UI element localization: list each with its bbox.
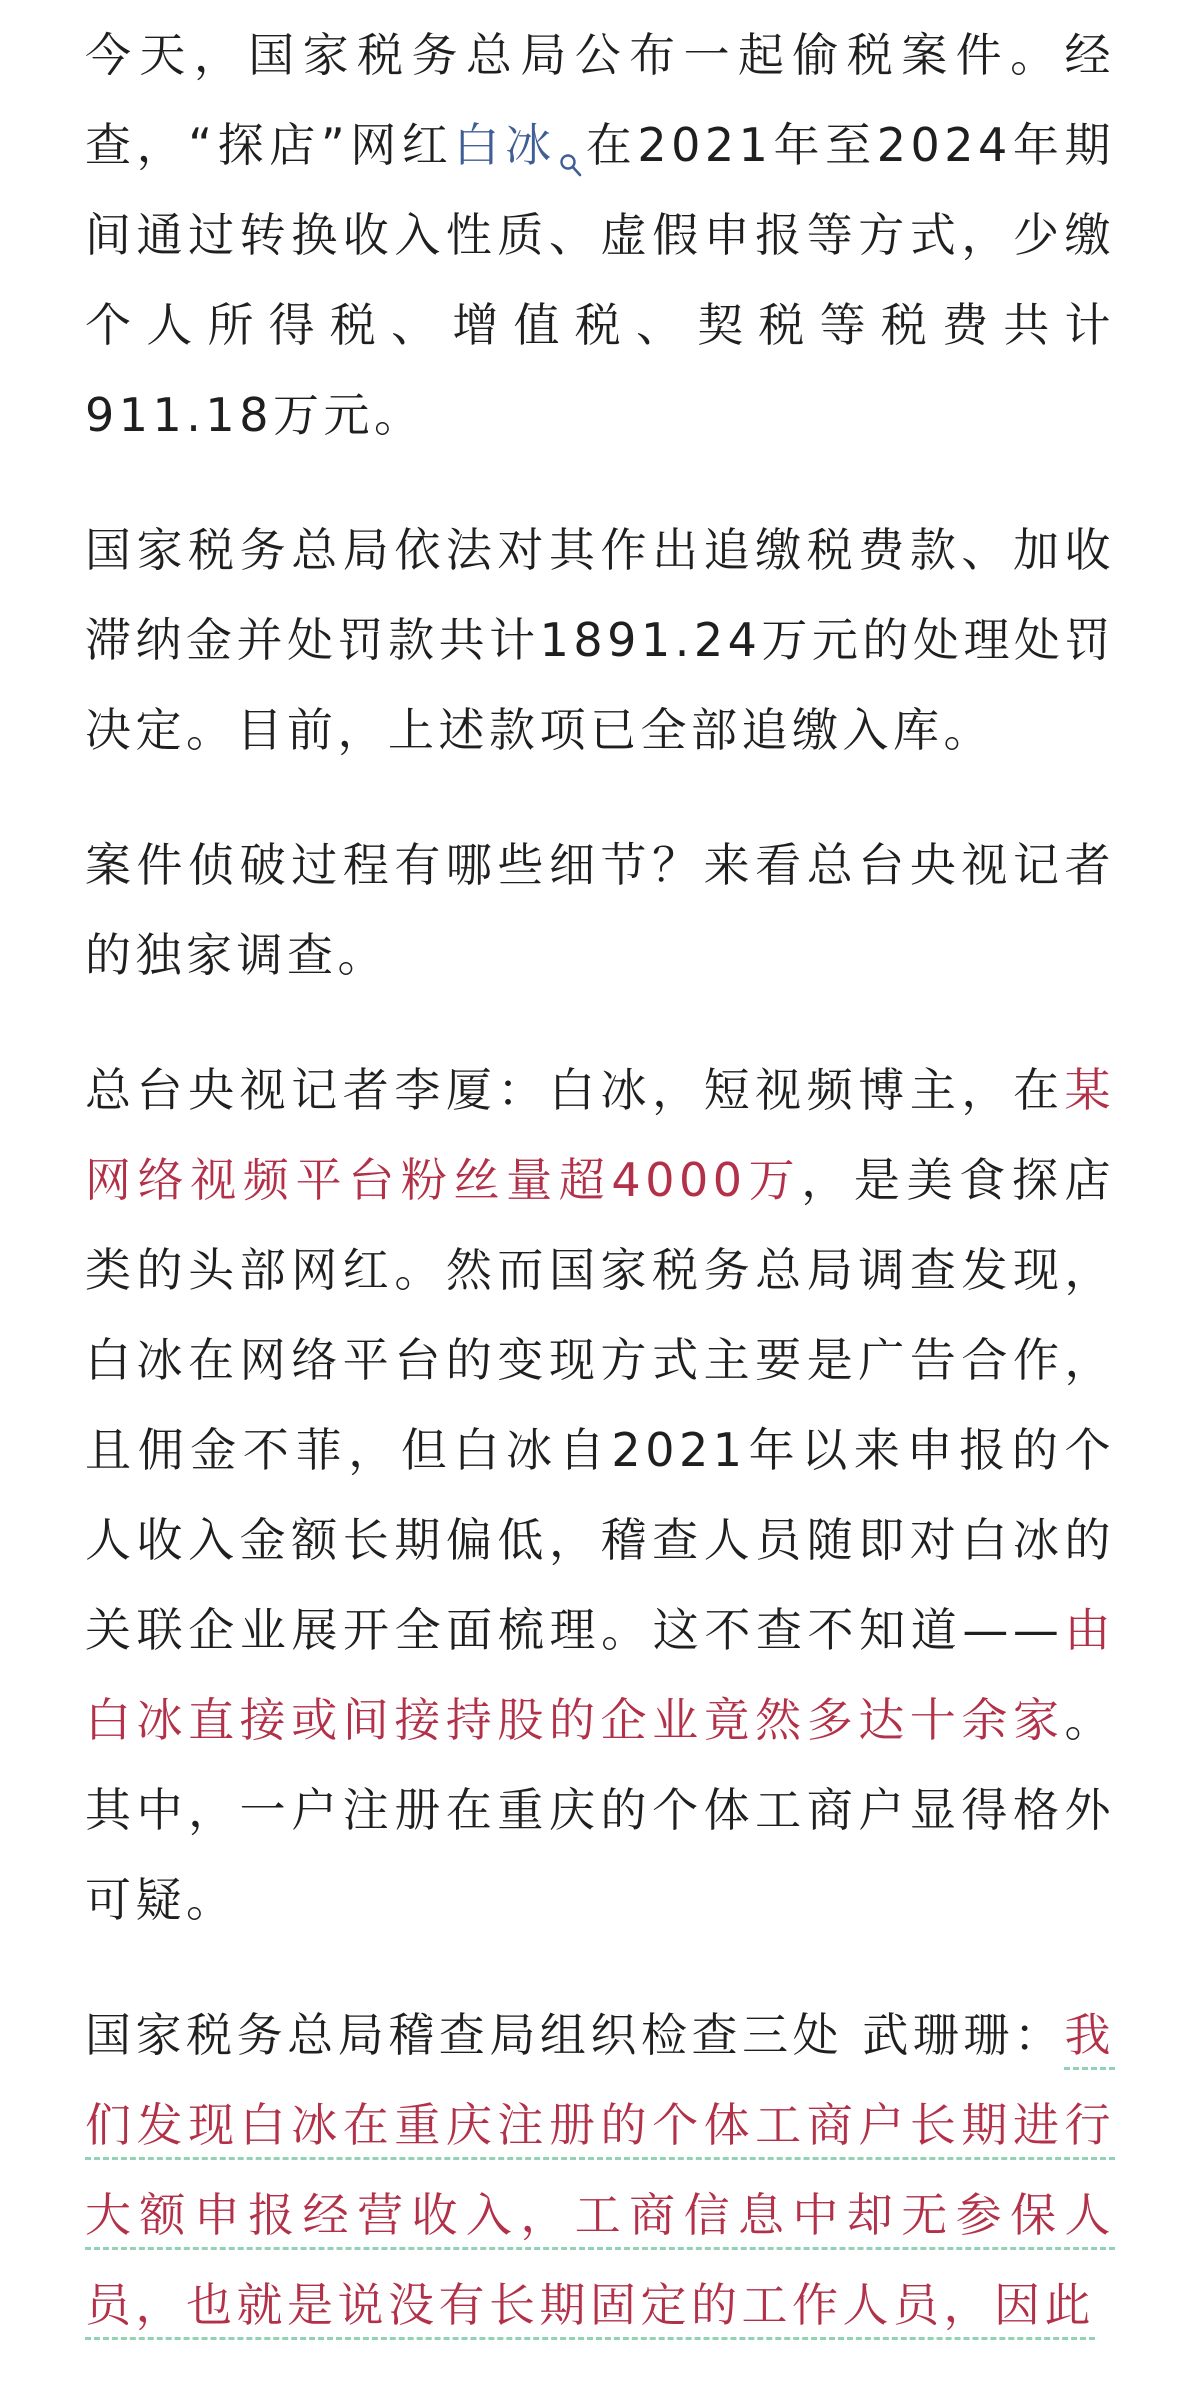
article-body bbox=[85, 10, 1115, 2395]
paragraph-intro: 案件侦破过程有哪些细节？来看总台央视记者的独家调查。 bbox=[85, 838, 1115, 982]
paragraph-penalty: 国家税务总局依法对其作出追缴税费款、加收滞纳金并处罚款共计1891.24万元的处理处罚决定。目前，上述款项已全部追缴入库。 bbox=[85, 523, 1115, 757]
paragraph-text: ，是美食探店类的头部网红。然而国家税务总局调查发现，白冰在网络平台的变现方式主要是广告合作，且佣金不菲，但白冰自2021年以来申报的个人收入金额长期偏低，稽查人员随即对白冰的关联企业展开全面梳理。这不查不知道—— bbox=[85, 1153, 1115, 1657]
speaker-label: 国家税务总局稽查局组织检查三处 武珊珊： bbox=[85, 2008, 1065, 2062]
paragraph-text: 在2021年至2024年期间通过转换收入性质、虚假申报等方式，少缴个人所得税、增值税、契税等税费共计911.18万元。 bbox=[85, 118, 1115, 442]
search-icon[interactable] bbox=[559, 118, 583, 146]
person-link-baibing[interactable]: 白冰 bbox=[453, 118, 557, 172]
quote-text: 我们发现白冰在重庆注册的个体工商户长期进行大额申报经营收入，工商信息中却无参保人员，也就是说没有长期固定的工作人员，因此 bbox=[85, 2008, 1115, 2332]
paragraph-text: 总台央视记者李厦：白冰，短视频博主，在 bbox=[85, 1063, 1065, 1117]
highlight-companies: 由白冰直接或间接持股的企业竟然多达十余家 bbox=[85, 1603, 1116, 1747]
paragraph-official-quote bbox=[85, 1990, 1115, 2350]
paragraph-text: 。其中，一户注册在重庆的个体工商户显得格外可疑。 bbox=[85, 1693, 1115, 1927]
paragraph-text: 今天，国家税务总局公布一起偷税案件。经查，“探店”网红 bbox=[85, 28, 1115, 172]
paragraph-case-summary bbox=[85, 10, 1115, 460]
paragraph-reporter bbox=[85, 1045, 1115, 1945]
highlight-fans: 某网络视频平台粉丝量超4000万 bbox=[85, 1063, 1115, 1207]
